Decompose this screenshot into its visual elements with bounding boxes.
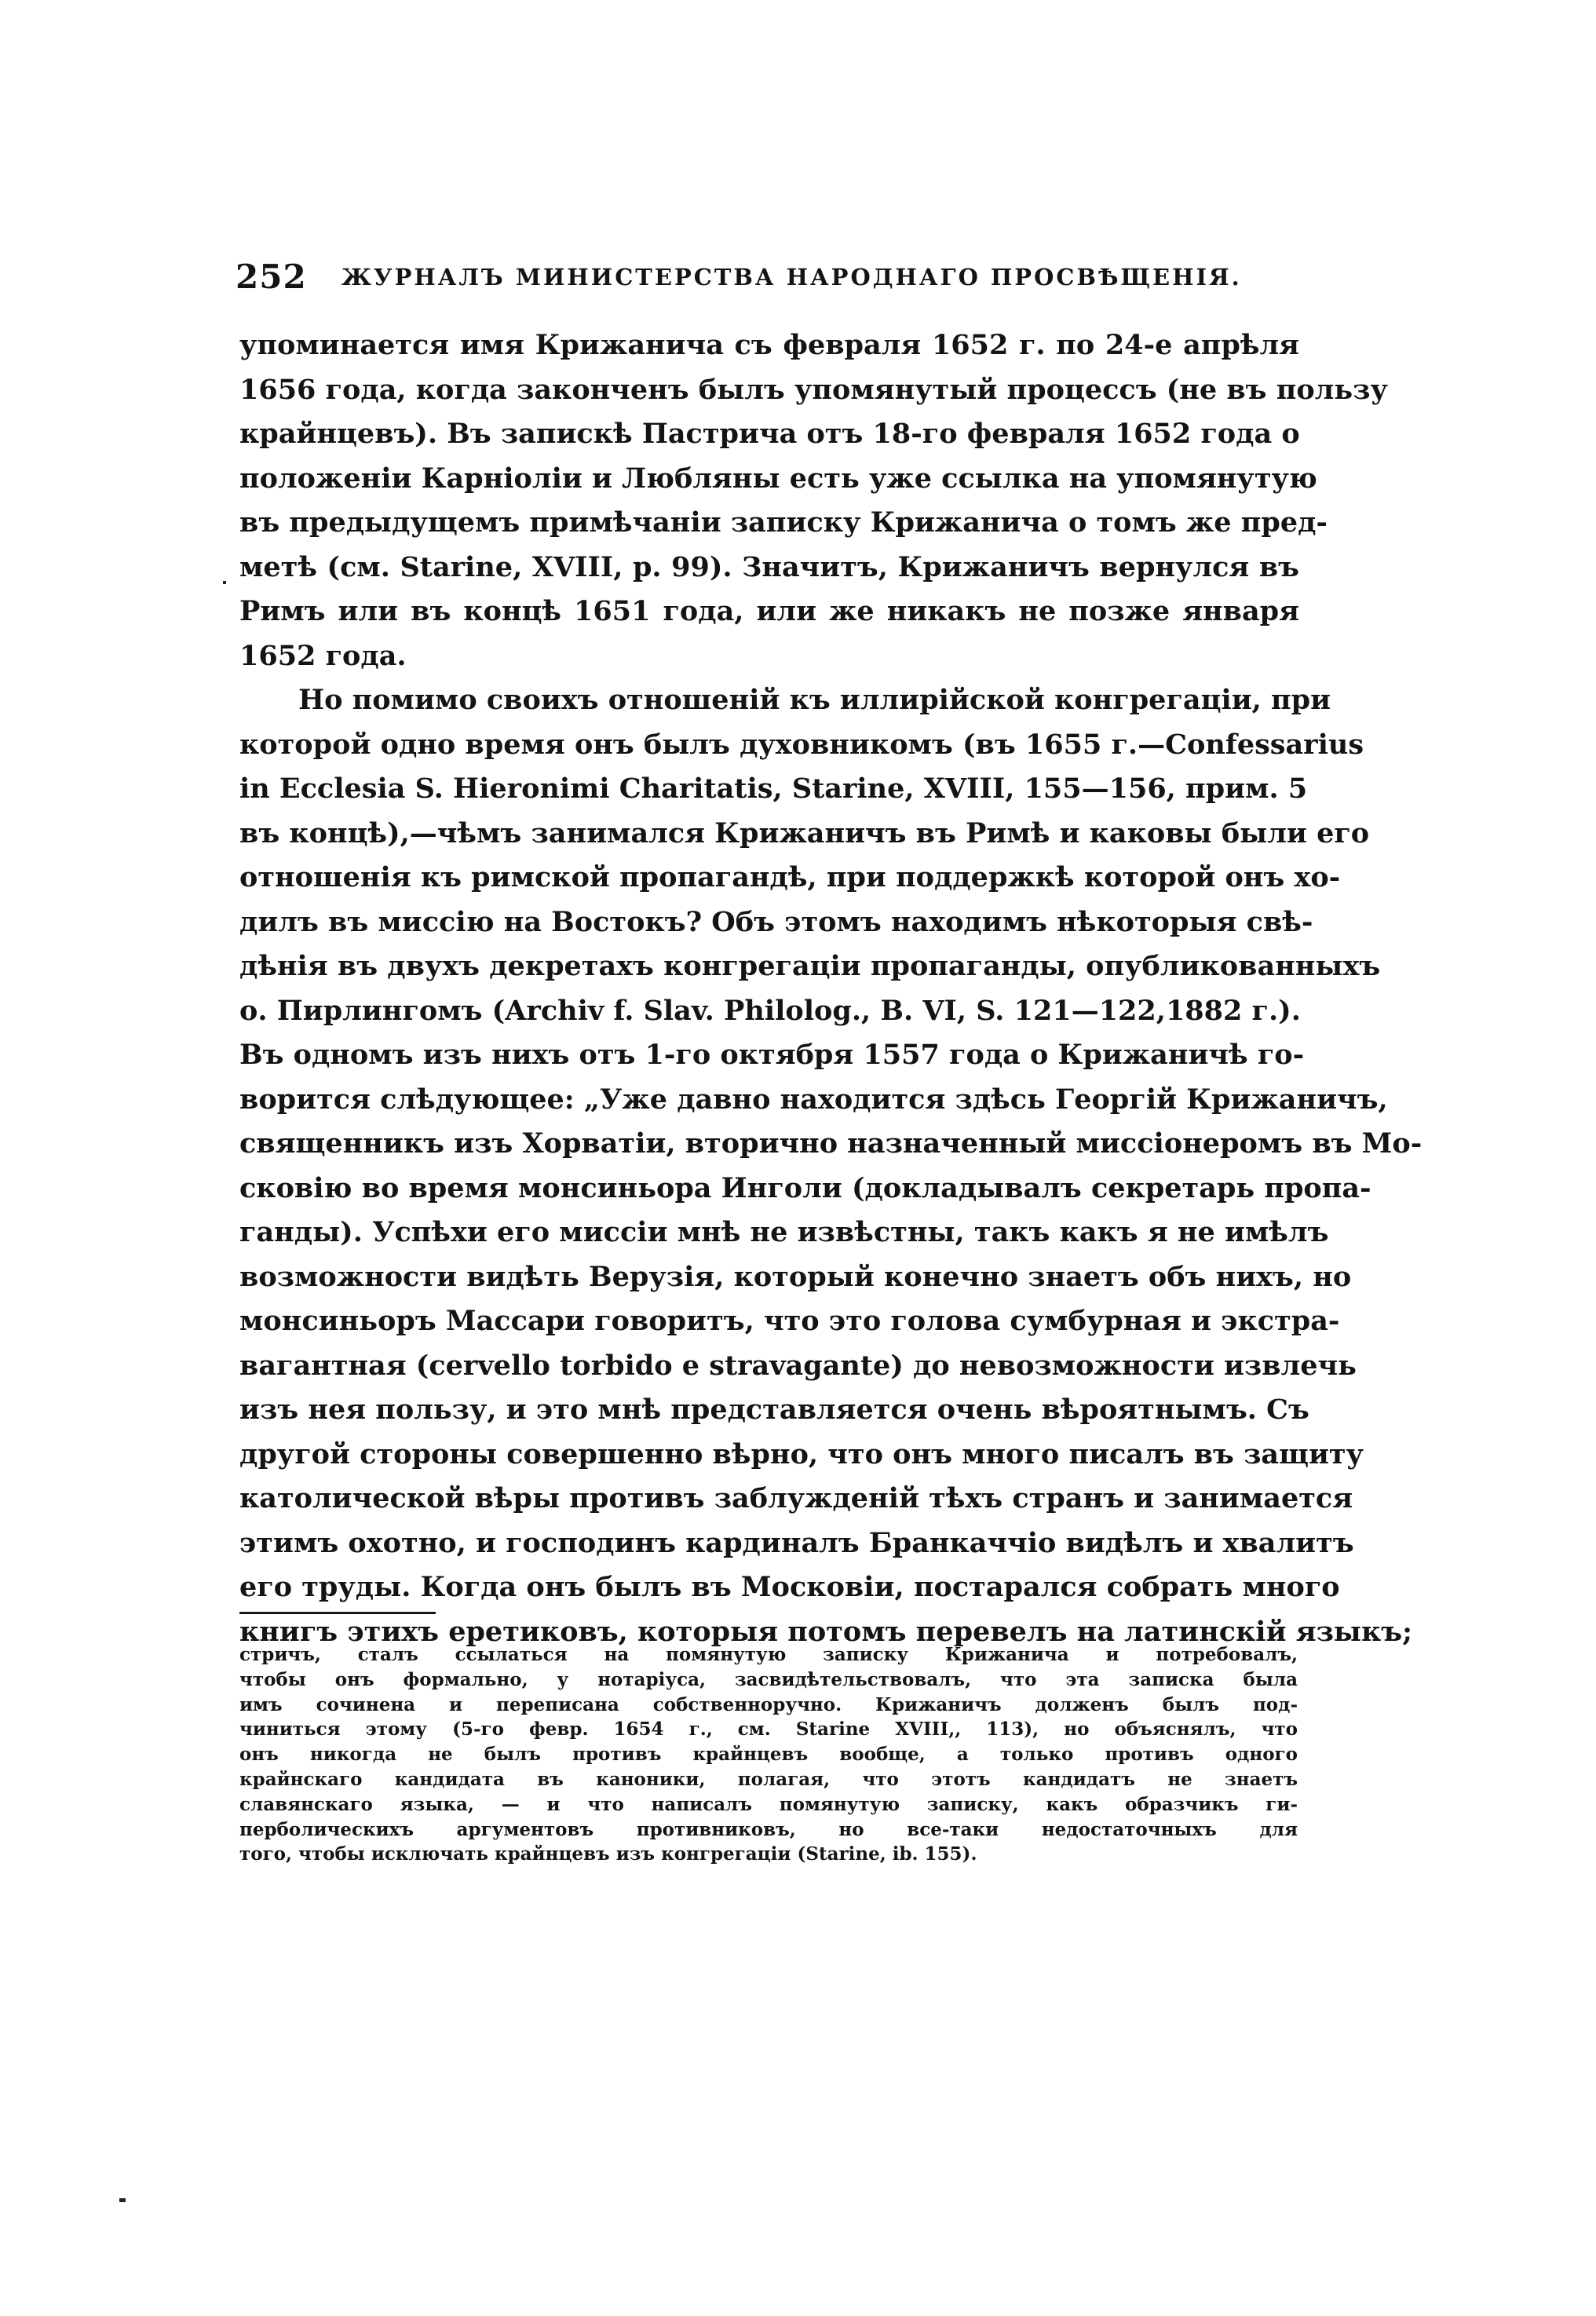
text-line: дѣнія въ двухъ декретахъ конгрегаціи пропаганды, опубликованныхъ [239, 950, 1381, 982]
text-line: сковію во время монсиньора Инголи (докладывалъ секретарь пропа- [239, 1171, 1371, 1204]
text-line: священникъ изъ Хорватіи, вторично назначенный миссіонеромъ въ Мо- [239, 1127, 1423, 1160]
text-line: положеніи Карніоліи и Любляны есть уже ссылка на упомянутую [239, 462, 1317, 495]
running-head [236, 258, 1303, 301]
journal-title: ЖУРНАЛЪ МИНИСТЕРСТВА НАРОДНАГО ПРОСВѢЩЕНІЯ. [341, 264, 1242, 290]
text-line: книгъ этихъ еретиковъ, которыя потомъ перевелъ на латинскій языкъ; [239, 1615, 1413, 1648]
text-line: въ концѣ),—чѣмъ занимался Крижаничъ въ Римѣ и каковы были его [239, 816, 1370, 849]
paragraph-2 [239, 678, 1423, 1654]
text-line: о. Пирлингомъ (Archiv f. Slav. Philolog., B. VI, S. 121—122,1882 г.). [239, 994, 1301, 1027]
text-line: метѣ (см. Starine, XVIII, р. 99). Значитъ, Крижаничъ вернулся въ [239, 550, 1299, 583]
footnote [239, 1642, 1298, 1867]
text-line: дилъ въ миссію на Востокъ? Объ этомъ находимъ нѣкоторыя свѣ- [239, 905, 1313, 938]
text-line: монсиньоръ Массари говоритъ, что это голова сумбурная и экстра- [239, 1305, 1340, 1337]
page-number: 252 [236, 258, 307, 296]
text-line: 1652 года. [239, 639, 407, 672]
text-line: вагантная (cervello torbido e stravagante) до невозможности извлечь [239, 1349, 1357, 1382]
footnote-line: перболическихъ аргументовъ противниковъ, но все-таки недостаточныхъ для [239, 1818, 1298, 1840]
text-line: 1656 года, когда законченъ былъ упомянутый процессъ (не въ пользу [239, 373, 1388, 406]
footnote-line: того, чтобы исключать крайнцевъ изъ конгрегаціи (Starine, ib. 155). [239, 1843, 977, 1865]
paragraph-1 [239, 323, 1388, 678]
footnote-line: онъ никогда не былъ противъ крайнцевъ вообще, а только противъ одного [239, 1744, 1298, 1766]
footnote-line: имъ сочинена и переписана собственноручно. Крижаничъ долженъ былъ под- [239, 1693, 1298, 1715]
text-line: католической вѣры противъ заблужденій тѣхъ странъ и занимается [239, 1482, 1353, 1514]
text-line: этимъ охотно, и господинъ кардиналъ Бранкаччіо видѣлъ и хвалитъ [239, 1526, 1354, 1559]
scan-speck [119, 2198, 126, 2202]
text-line: его труды. Когда онъ былъ въ Московіи, постарался собрать много [239, 1571, 1340, 1603]
text-line: которой одно время онъ былъ духовникомъ (въ 1655 г.—Confessarius [239, 728, 1364, 761]
text-line: Но помимо своихъ отношеній къ иллирійской конгрегаціи, при [298, 684, 1331, 716]
scan-speck [223, 581, 226, 584]
text-line: ганды). Успѣхи его миссіи мнѣ не извѣстны, такъ какъ я не имѣлъ [239, 1216, 1329, 1248]
footnote-divider [239, 1612, 436, 1614]
text-line: упоминается имя Крижанича съ февраля 1652 г. по 24-е апрѣля [239, 329, 1299, 361]
text-line: другой стороны совершенно вѣрно, что онъ много писалъ въ защиту [239, 1437, 1364, 1470]
footnote-line: чтобы онъ формально, у нотаріуса, засвидѣтельствовалъ, что эта записка была [239, 1668, 1298, 1690]
text-line: ворится слѣдующее: „Уже давно находится здѣсь Георгій Крижаничъ, [239, 1083, 1388, 1116]
text-line: отношенія къ римской пропагандѣ, при поддержкѣ которой онъ хо- [239, 861, 1341, 893]
main-text [239, 323, 1423, 1654]
text-line: въ предыдущемъ примѣчаніи записку Крижанича о томъ же пред- [239, 506, 1328, 539]
footnote-line: чиниться этому (5-го февр. 1654 г., см. Starine XVIII,, 113), но объяснялъ, что [239, 1719, 1298, 1741]
text-line: крайнцевъ). Въ запискѣ Пастрича отъ 18-го февраля 1652 года о [239, 418, 1300, 450]
text-line: возможности видѣть Верузія, который конечно знаетъ объ нихъ, но [239, 1260, 1352, 1293]
footnote-line: крайнскаго кандидата въ каноники, полагая, что этотъ кандидатъ не знаетъ [239, 1768, 1298, 1790]
text-line: Въ одномъ изъ нихъ отъ 1-го октября 1557 года о Крижаничѣ го- [239, 1039, 1305, 1071]
text-line: изъ нея пользу, и это мнѣ представляется очень вѣроятнымъ. Съ [239, 1394, 1309, 1426]
text-line: in Ecclesia S. Hieronimi Charitatis, Starine, XVIII, 155—156, прим. 5 [239, 773, 1308, 805]
footnote-line: славянскаго языка, — и что написалъ помянутую записку, какъ образчикъ ги- [239, 1793, 1298, 1815]
footnote-line: стричъ, сталъ ссылаться на помянутую записку Крижанича и потребовалъ, [239, 1644, 1298, 1665]
text-line: Римъ или въ концѣ 1651 года, или же никакъ не позже января [239, 595, 1299, 627]
